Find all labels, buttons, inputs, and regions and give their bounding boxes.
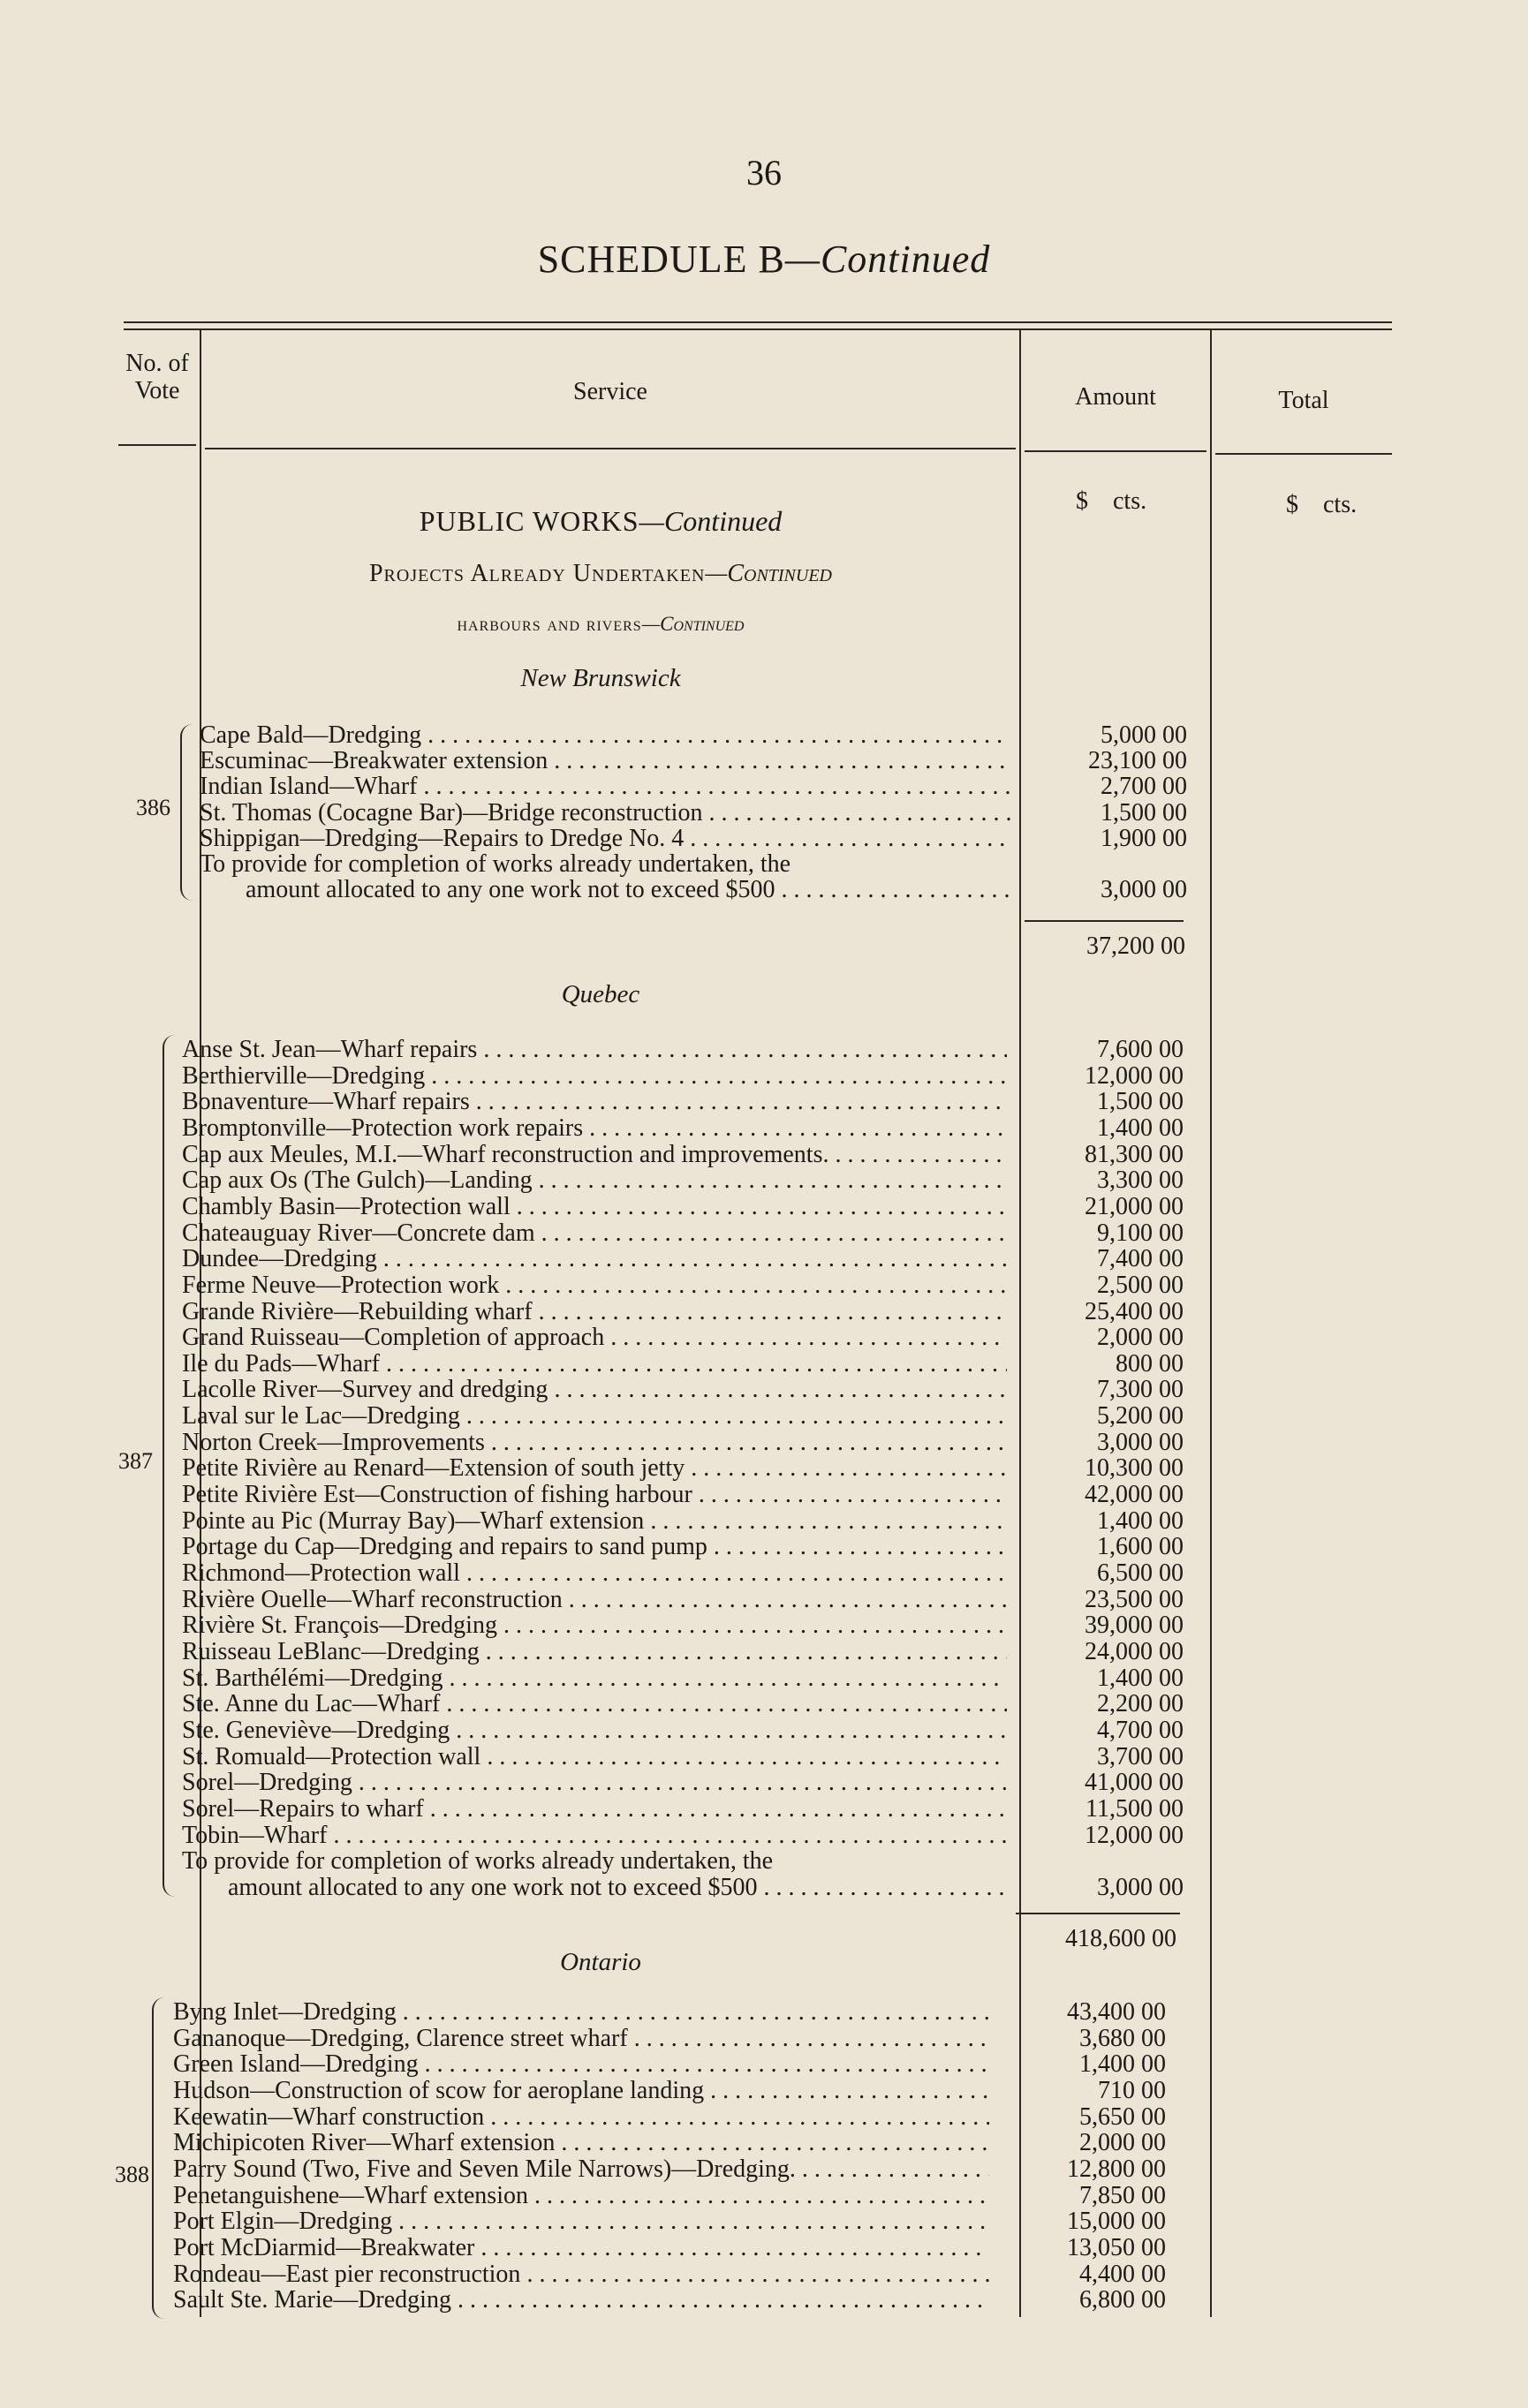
service-label: Escuminac—Breakwater extension . . . bbox=[200, 748, 1010, 774]
service-row bbox=[182, 1612, 1184, 1639]
service-label: Gananoque—Dredging, Clarence street wharf . . . bbox=[173, 2026, 989, 2052]
service-label: Michipicoten River—Wharf extension . . . bbox=[173, 2130, 989, 2156]
service-row bbox=[182, 1665, 1184, 1692]
service-label: Sorel—Repairs to wharf . . . bbox=[182, 1796, 1007, 1823]
header-underline-total bbox=[1215, 453, 1392, 455]
service-row bbox=[182, 1823, 1184, 1849]
amount-value: 11,500 00 bbox=[1085, 1794, 1184, 1823]
service-label: Chambly Basin—Protection wall . . . bbox=[182, 1194, 1007, 1220]
service-row bbox=[182, 1167, 1184, 1194]
amount-units: $ cts. bbox=[1076, 487, 1147, 515]
service-row bbox=[182, 1875, 1184, 1901]
service-label: St. Romuald—Protection wall . . . bbox=[182, 1744, 1007, 1770]
amount-value: 3,000 00 bbox=[1097, 1873, 1184, 1901]
service-row bbox=[182, 1587, 1184, 1613]
service-label: amount allocated to any one work not to exceed $500 . . . bbox=[246, 877, 1010, 903]
amount-value: 1,400 00 bbox=[1079, 2050, 1166, 2079]
amount-value: 12,000 00 bbox=[1085, 1061, 1184, 1090]
service-label: To provide for completion of works already undertaken, the bbox=[200, 851, 791, 878]
service-label: Keewatin—Wharf construction . . . bbox=[173, 2104, 989, 2131]
amount-value: 2,200 00 bbox=[1097, 1690, 1184, 1718]
service-row bbox=[173, 2208, 1166, 2235]
service-label: St. Barthélémi—Dredging . . . bbox=[182, 1665, 1007, 1692]
header-underline-amount bbox=[1025, 450, 1207, 452]
service-row bbox=[182, 1508, 1184, 1535]
section-projects: Projects Already Undertaken—Continued bbox=[368, 560, 833, 587]
amount-value: 13,050 00 bbox=[1067, 2233, 1166, 2261]
service-row bbox=[182, 1220, 1184, 1247]
amount-value: 39,000 00 bbox=[1085, 1612, 1184, 1640]
amount-value: 2,700 00 bbox=[1101, 773, 1187, 801]
amount-value: 23,500 00 bbox=[1085, 1585, 1184, 1613]
vote-brace bbox=[180, 724, 193, 901]
amount-value: 3,300 00 bbox=[1097, 1166, 1184, 1195]
amount-value: 7,850 00 bbox=[1079, 2181, 1166, 2209]
service-row bbox=[200, 774, 1187, 800]
service-label: Cap aux Os (The Gulch)—Landing . . . bbox=[182, 1167, 1007, 1194]
header-service: Service bbox=[573, 378, 647, 405]
service-label: Lacolle River—Survey and dredging . . . bbox=[182, 1377, 1007, 1403]
amount-value: 24,000 00 bbox=[1085, 1637, 1184, 1665]
amount-value: 2,000 00 bbox=[1097, 1324, 1184, 1352]
amount-value: 1,400 00 bbox=[1097, 1113, 1184, 1142]
amount-value: 2,000 00 bbox=[1079, 2129, 1166, 2157]
service-row bbox=[182, 1848, 1184, 1875]
service-label: Ile du Pads—Wharf . . . bbox=[182, 1351, 1007, 1378]
amount-value: 12,800 00 bbox=[1067, 2155, 1166, 2183]
service-label: Indian Island—Wharf . . . bbox=[200, 774, 1010, 800]
service-row bbox=[173, 2261, 1166, 2288]
service-row bbox=[182, 1717, 1184, 1744]
service-label: Cape Bald—Dredging . . . bbox=[200, 722, 1010, 749]
service-label: Bonaventure—Wharf repairs . . . bbox=[182, 1089, 1007, 1115]
service-label: amount allocated to any one work not to exceed $500 . . . bbox=[228, 1875, 1007, 1901]
amount-value: 2,500 00 bbox=[1097, 1271, 1184, 1299]
header-underline-vote bbox=[118, 444, 196, 446]
amount-value: 1,500 00 bbox=[1101, 798, 1187, 827]
service-row bbox=[173, 2183, 1166, 2209]
amount-value: 7,600 00 bbox=[1097, 1036, 1184, 1063]
service-row bbox=[182, 1639, 1184, 1665]
service-row bbox=[182, 1063, 1184, 1090]
amount-value: 1,400 00 bbox=[1097, 1506, 1184, 1535]
service-row bbox=[200, 877, 1187, 903]
service-label: Hudson—Construction of scow for aeroplane landing . . . bbox=[173, 2078, 989, 2104]
service-row bbox=[173, 2104, 1166, 2131]
service-row bbox=[182, 1455, 1184, 1482]
service-row bbox=[200, 722, 1187, 749]
amount-value: 4,700 00 bbox=[1097, 1716, 1184, 1744]
service-row bbox=[182, 1142, 1184, 1168]
service-label: Parry Sound (Two, Five and Seven Mile Narrows)—Dredging. . . . bbox=[173, 2156, 989, 2183]
service-row bbox=[182, 1377, 1184, 1403]
header-amount: Amount bbox=[1075, 383, 1156, 411]
service-label: Port McDiarmid—Breakwater . . . bbox=[173, 2235, 989, 2261]
service-row bbox=[182, 1796, 1184, 1823]
service-label: Bromptonville—Protection work repairs . . . bbox=[182, 1115, 1007, 1142]
service-label: St. Thomas (Cocagne Bar)—Bridge reconstruction . . . bbox=[200, 800, 1010, 827]
province-heading: Ontario bbox=[560, 1948, 641, 1976]
amount-value: 9,100 00 bbox=[1097, 1219, 1184, 1247]
service-row bbox=[173, 2130, 1166, 2156]
service-row bbox=[173, 2156, 1166, 2183]
service-row bbox=[182, 1770, 1184, 1796]
amount-value: 7,400 00 bbox=[1097, 1245, 1184, 1273]
service-label: Grande Rivière—Rebuilding wharf . . . bbox=[182, 1299, 1007, 1325]
amount-value: 5,200 00 bbox=[1097, 1402, 1184, 1430]
amount-value: 6,500 00 bbox=[1097, 1559, 1184, 1587]
service-row bbox=[182, 1691, 1184, 1717]
vote-brace bbox=[163, 1035, 175, 1897]
top-rule-2 bbox=[124, 328, 1392, 330]
amount-value: 3,700 00 bbox=[1097, 1742, 1184, 1770]
service-label: Berthierville—Dredging . . . bbox=[182, 1063, 1007, 1090]
service-row bbox=[200, 851, 1187, 878]
amount-value: 23,100 00 bbox=[1088, 747, 1187, 775]
service-label: Shippigan—Dredging—Repairs to Dredge No. 4 . . . bbox=[200, 826, 1010, 852]
service-row bbox=[182, 1272, 1184, 1299]
subtotal-rule bbox=[1025, 920, 1184, 922]
service-row bbox=[182, 1534, 1184, 1560]
service-row bbox=[173, 1999, 1166, 2026]
amount-value: 15,000 00 bbox=[1067, 2208, 1166, 2236]
service-label: Norton Creek—Improvements . . . bbox=[182, 1430, 1007, 1456]
service-row bbox=[182, 1037, 1184, 1063]
service-label: Penetanguishene—Wharf extension . . . bbox=[173, 2183, 989, 2209]
service-row bbox=[182, 1560, 1184, 1587]
service-row bbox=[173, 2287, 1166, 2314]
service-label: Chateauguay River—Concrete dam . . . bbox=[182, 1220, 1007, 1247]
service-label: Dundee—Dredging . . . bbox=[182, 1246, 1007, 1272]
amount-value: 1,400 00 bbox=[1097, 1664, 1184, 1692]
service-label: Pointe au Pic (Murray Bay)—Wharf extension . . . bbox=[182, 1508, 1007, 1535]
vote-number: 387 bbox=[118, 1448, 153, 1474]
service-row bbox=[182, 1351, 1184, 1378]
service-label: Portage du Cap—Dredging and repairs to sand pump . . . bbox=[182, 1534, 1007, 1560]
amount-value: 10,300 00 bbox=[1085, 1454, 1184, 1483]
service-row bbox=[173, 2026, 1166, 2052]
amount-value: 4,400 00 bbox=[1079, 2260, 1166, 2288]
header-vote: No. of Vote bbox=[125, 350, 189, 405]
total-units: $ cts. bbox=[1286, 491, 1358, 518]
service-row bbox=[182, 1325, 1184, 1351]
service-row bbox=[200, 800, 1187, 827]
service-row bbox=[182, 1194, 1184, 1220]
page-number: 36 bbox=[746, 153, 782, 192]
service-row bbox=[173, 2235, 1166, 2261]
service-label: Sault Ste. Marie—Dredging . . . bbox=[173, 2287, 989, 2314]
service-label: Anse St. Jean—Wharf repairs . . . bbox=[182, 1037, 1007, 1063]
service-row bbox=[173, 2078, 1166, 2104]
service-row bbox=[173, 2051, 1166, 2078]
section-public-works: PUBLIC WORKS—Continued bbox=[419, 505, 783, 537]
header-underline-service bbox=[205, 448, 1016, 449]
amount-value: 1,900 00 bbox=[1101, 824, 1187, 852]
section-harbours: harbours and rivers—Continued bbox=[457, 613, 745, 635]
service-label: Ruisseau LeBlanc—Dredging . . . bbox=[182, 1639, 1007, 1665]
service-label: Sorel—Dredging . . . bbox=[182, 1770, 1007, 1796]
group-total: 37,200 00 bbox=[1086, 932, 1185, 960]
service-label: Rivière Ouelle—Wharf reconstruction . . . bbox=[182, 1587, 1007, 1613]
subtotal-rule bbox=[1016, 1913, 1180, 1914]
service-label: Petite Rivière au Renard—Extension of south jetty . . . bbox=[182, 1455, 1007, 1482]
amount-value: 1,600 00 bbox=[1097, 1533, 1184, 1561]
service-row bbox=[182, 1299, 1184, 1325]
amount-value: 81,300 00 bbox=[1085, 1140, 1184, 1168]
service-label: To provide for completion of works already undertaken, the bbox=[182, 1848, 774, 1876]
amount-value: 42,000 00 bbox=[1085, 1481, 1184, 1509]
amount-value: 6,800 00 bbox=[1079, 2286, 1166, 2314]
divider-total bbox=[1210, 330, 1212, 2317]
service-row bbox=[200, 826, 1187, 852]
amount-value: 3,680 00 bbox=[1079, 2024, 1166, 2052]
amount-value: 1,500 00 bbox=[1097, 1088, 1184, 1116]
service-label: Ste. Anne du Lac—Wharf . . . bbox=[182, 1691, 1007, 1717]
vote-number: 386 bbox=[136, 795, 170, 820]
service-row bbox=[182, 1115, 1184, 1142]
service-row bbox=[182, 1430, 1184, 1456]
amount-value: 7,300 00 bbox=[1097, 1376, 1184, 1404]
group-total: 418,600 00 bbox=[1065, 1925, 1176, 1952]
service-label: Grand Ruisseau—Completion of approach . . . bbox=[182, 1325, 1007, 1351]
service-row bbox=[200, 748, 1187, 774]
service-label: Byng Inlet—Dredging . . . bbox=[173, 1999, 989, 2026]
amount-value: 800 00 bbox=[1116, 1349, 1184, 1378]
service-row bbox=[182, 1089, 1184, 1115]
amount-value: 5,650 00 bbox=[1079, 2102, 1166, 2131]
service-label: Ferme Neuve—Protection work . . . bbox=[182, 1272, 1007, 1299]
amount-value: 710 00 bbox=[1098, 2076, 1166, 2104]
province-heading: Quebec bbox=[561, 980, 640, 1008]
amount-value: 3,000 00 bbox=[1101, 876, 1187, 904]
service-label: Green Island—Dredging . . . bbox=[173, 2051, 989, 2078]
top-rule bbox=[124, 321, 1392, 323]
amount-value: 5,000 00 bbox=[1101, 721, 1187, 749]
province-heading: New Brunswick bbox=[520, 664, 681, 692]
service-row bbox=[182, 1482, 1184, 1508]
amount-value: 12,000 00 bbox=[1085, 1821, 1184, 1849]
service-label: Port Elgin—Dredging . . . bbox=[173, 2208, 989, 2235]
service-label: Rivière St. François—Dredging . . . bbox=[182, 1612, 1007, 1639]
amount-value: 3,000 00 bbox=[1097, 1428, 1184, 1456]
amount-value: 21,000 00 bbox=[1085, 1192, 1184, 1220]
service-label: Richmond—Protection wall . . . bbox=[182, 1560, 1007, 1587]
service-row bbox=[182, 1246, 1184, 1272]
vote-brace bbox=[152, 1997, 164, 2319]
service-label: Tobin—Wharf . . . bbox=[182, 1823, 1007, 1849]
service-label: Cap aux Meules, M.I.—Wharf reconstruction and improvements. . . . bbox=[182, 1142, 1007, 1168]
vote-number: 388 bbox=[115, 2162, 149, 2187]
service-label: Petite Rivière Est—Construction of fishing harbour . . . bbox=[182, 1482, 1007, 1508]
service-row bbox=[182, 1744, 1184, 1770]
amount-value: 43,400 00 bbox=[1067, 1998, 1166, 2026]
schedule-title: SCHEDULE B—Continued bbox=[537, 238, 991, 281]
amount-value: 41,000 00 bbox=[1085, 1769, 1184, 1797]
service-row bbox=[182, 1403, 1184, 1430]
service-label: Ste. Geneviève—Dredging . . . bbox=[182, 1717, 1007, 1744]
amount-value: 25,400 00 bbox=[1085, 1297, 1184, 1325]
service-label: Laval sur le Lac—Dredging . . . bbox=[182, 1403, 1007, 1430]
service-label: Rondeau—East pier reconstruction . . . bbox=[173, 2261, 989, 2288]
header-total: Total bbox=[1278, 387, 1329, 414]
